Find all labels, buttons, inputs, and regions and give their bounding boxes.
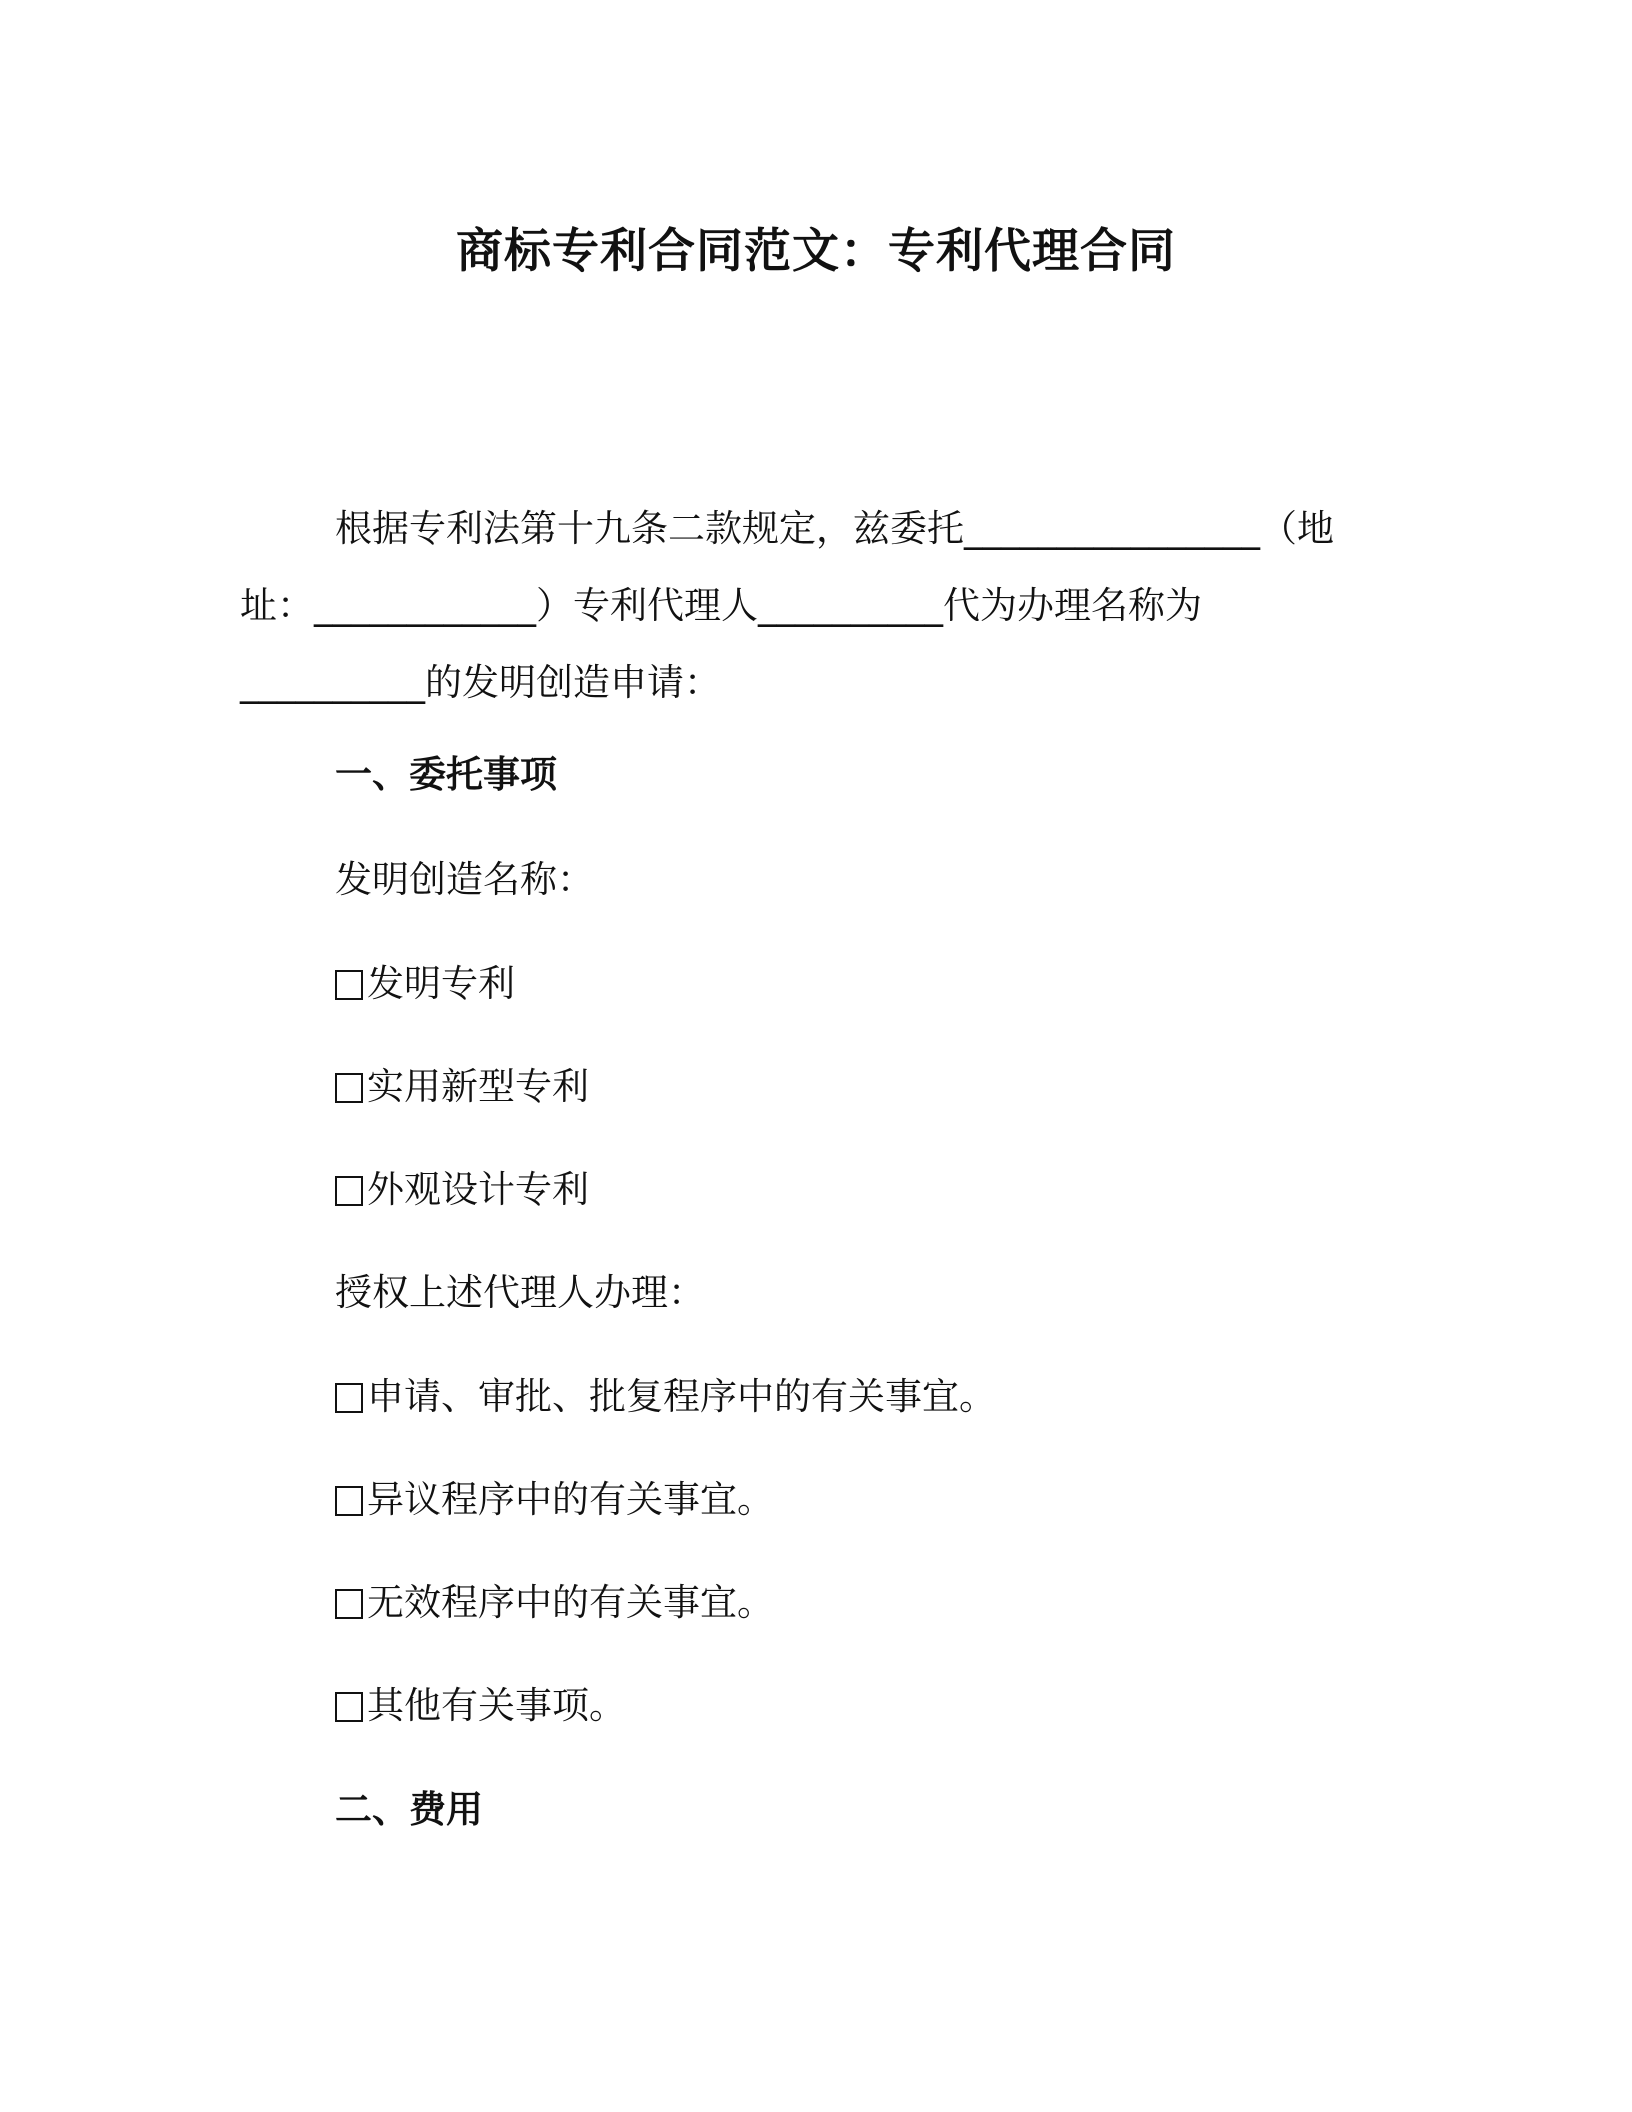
checkbox[interactable] xyxy=(335,970,363,1000)
matter-opposition xyxy=(335,1470,774,1530)
matter-label: 申请、审批、批复程序中的有关事宜。 xyxy=(367,1375,996,1418)
patent-type-utility-model xyxy=(335,1057,589,1117)
authorize-label: 授权上述代理人办理： xyxy=(335,1271,705,1314)
patent-type-design xyxy=(335,1160,589,1220)
matter-application xyxy=(335,1367,996,1427)
matter-label: 异议程序中的有关事宜。 xyxy=(367,1478,774,1521)
checkbox[interactable] xyxy=(335,1073,363,1103)
checkbox[interactable] xyxy=(335,1486,363,1516)
checkbox[interactable] xyxy=(335,1176,363,1206)
section-heading-commission: 一、委托事项 xyxy=(335,753,557,796)
matter-invalidation xyxy=(335,1573,774,1633)
matter-label: 其他有关事项。 xyxy=(367,1684,626,1727)
patent-type-label: 外观设计专利 xyxy=(367,1168,589,1211)
matter-label: 无效程序中的有关事宜。 xyxy=(367,1581,774,1624)
patent-type-label: 实用新型专利 xyxy=(367,1065,589,1108)
invention-name-label: 发明创造名称： xyxy=(335,858,594,901)
intro-paragraph: 根据专利法第十九条二款规定，兹委托________________（地址：____________）专利代理人__________代为办理名称为__________的发明创造申请： xyxy=(240,507,1334,704)
checkbox[interactable] xyxy=(335,1692,363,1722)
checkbox[interactable] xyxy=(335,1589,363,1619)
section-heading-fees: 二、费用 xyxy=(335,1788,483,1831)
matter-other xyxy=(335,1676,626,1736)
document-title: 商标专利合同范文：专利代理合同 xyxy=(456,224,1176,279)
patent-type-invention xyxy=(335,954,515,1014)
patent-type-label: 发明专利 xyxy=(367,962,515,1005)
checkbox[interactable] xyxy=(335,1383,363,1413)
